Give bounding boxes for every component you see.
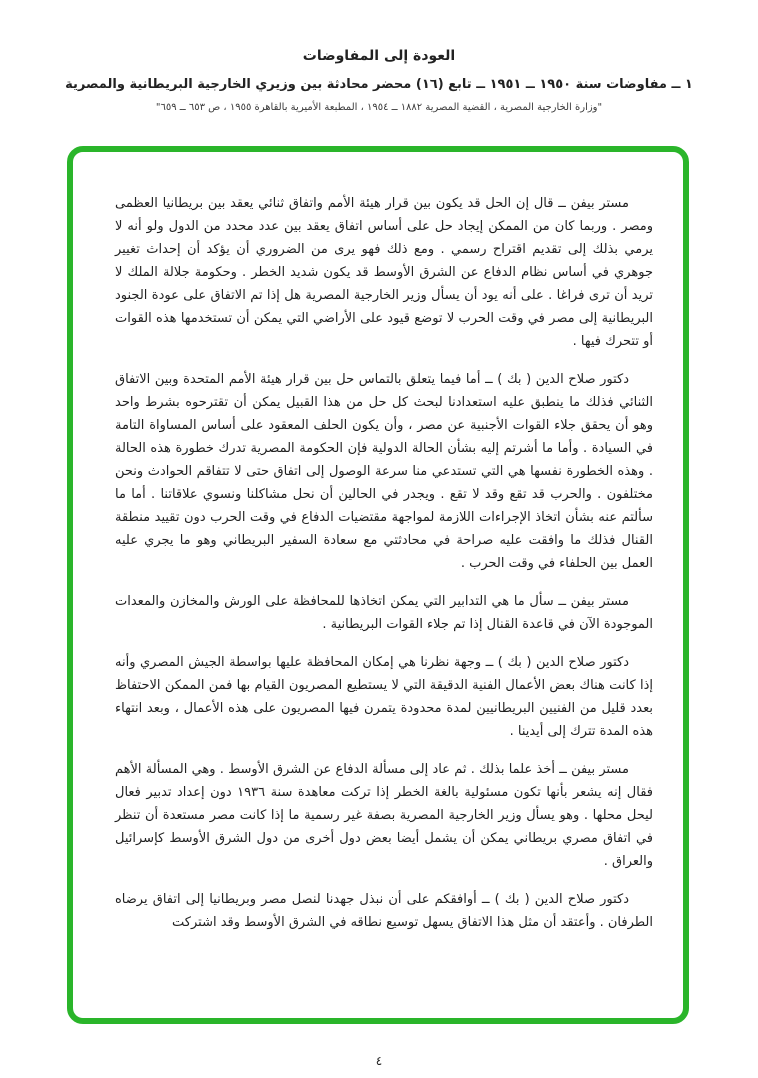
paragraph-salaheldin-3 — [115, 888, 653, 934]
speaker-name: مستر بيفن ــ — [559, 762, 629, 777]
paragraph-bevin-1 — [115, 192, 653, 353]
page-number: ٤ — [375, 1054, 383, 1068]
paragraph-salaheldin-2 — [115, 651, 653, 743]
content-frame — [67, 146, 689, 1024]
source-citation: "وزارة الخارجية المصرية ، القضية المصرية ١٨٨٢ ــ ١٩٥٤ ، المطبعة الأميرية بالقاهرة ١٩٥٥ ، ص ٦٥٣ ــ ٦٥٩" — [155, 102, 603, 113]
paragraph-bevin-3 — [115, 758, 653, 873]
speaker-name: دكتور صلاح الدين ( بك ) ــ — [485, 372, 629, 387]
document-header — [0, 0, 758, 113]
page-title: العودة إلى المفاوضات — [302, 48, 456, 64]
paragraph-salaheldin-1 — [115, 368, 653, 575]
speaker-name: مستر بيفن ــ — [558, 594, 629, 609]
speaker-name: مستر بيفن ــ — [558, 196, 629, 211]
paragraph-text: أوافقكم على أن نبذل جهدنا لنصل مصر وبريطانيا إلى اتفاق يرضاه الطرفان . وأعتقد أن مثل هذا الاتفاق يسهل توسيع نطاقه في الشرق الأوسط وقد اشتركت — [115, 892, 653, 930]
paragraph-bevin-2 — [115, 590, 653, 636]
speaker-name: دكتور صلاح الدين ( بك ) ــ — [485, 655, 629, 670]
document-body — [73, 152, 683, 934]
paragraph-text: سأل ما هي التدابير التي يمكن اتخاذها للمحافظة على الورش والمخازن والمعدات الموجودة الآن في قاعدة القنال إذا تم جلاء القوات البريطانية . — [115, 594, 653, 632]
paragraph-text: أما فيما يتعلق بالتماس حل بين قرار هيئة الأمم المتحدة وبين الاتفاق الثنائي فذلك ما ينطبق عليه استعدادنا لبحث كل حل من هذا القبيل يمكن أن تقترحوه بشرط واحد وهو أن يحقق جلاء القوات الأجنبية عن مصر ، وأن يكون الحلف المعقود على أساس المساواة التامة في السيادة . وأما ما أشرتم إليه بشأن الحالة الدولية فإن الحكومة المصرية تدرك خطورة هذه الحالة . وهذه الخطورة نفسها هي التي تستدعي منا سرعة الوصول إلى اتفاق حتى لا تتفاقم الحوادث ونحن مختلفون . والحرب قد تقع وقد لا تقع . ويجدر في الحالين أن نحل مشاكلنا ونسوي علاقاتنا . أما ما سألتم عنه بشأن اتخاذ الإجراءات اللازمة لمواجهة مقتضيات الدفاع في وقت الحرب دون تقييد منطقة القنال فذلك ما وافقت عليه صراحة في محادثتي مع سعادة السفير البريطاني وهو ما يجري عليه العمل بين الحلفاء في وقت الحرب . — [115, 372, 653, 571]
paragraph-text: وجهة نظرنا هي إمكان المحافظة عليها بواسطة الجيش المصري وأنه إذا كانت هناك بعض الأعمال الفنية الدقيقة التي لا يستطيع المصريون القيام بها فمن الممكن الاحتفاظ بعدد قليل من الفنيين البريطانيين لمدة محدودة يتمرن فيها المصريون على هذه الأعمال ، وبعد انتهاء هذه المدة تترك إلى أيدينا . — [115, 655, 653, 739]
paragraph-text: قال إن الحل قد يكون بين قرار هيئة الأمم واتفاق ثنائي يعقد بين بريطانيا العظمى ومصر . وربما كان من الممكن إيجاد حل على أساس اتفاق يعقد بين عدد محدد من الدول ولو أنه لا يرمي بذلك إلى تقديم اقتراح رسمي . ومع ذلك فهو يرى من الضروري أن يؤكد أن إحداث تغيير جوهري في أساس نظام الدفاع عن الشرق الأوسط قد يكون شديد الخطر . وحكومة جلالة الملك لا تريد أن ترى فراغا . على أنه يود أن يسأل وزير الخارجية المصرية هل إذا تم الاتفاق على عودة الجنود البريطانية إلى مصر في وقت الحرب لا توضع قيود على الأراضي التي يمكن أن تستخدمها هذه القوات أو تتحرك فيها . — [115, 196, 653, 349]
document-subtitle: ١ ــ مفاوضات سنة ١٩٥٠ ــ ١٩٥١ ــ تابع (١٦) محضر محادثة بين وزيري الخارجية البريطانية والمصرية — [65, 77, 693, 92]
speaker-name: دكتور صلاح الدين ( بك ) ــ — [481, 892, 630, 907]
paragraph-text: أخذ علما بذلك . ثم عاد إلى مسألة الدفاع عن الشرق الأوسط . وهي المسألة الأهم فقال إنه يشعر بأنها تكون مسئولية بالغة الخطر إذا تركت معاهدة سنة ١٩٣٦ دون إعداد تدبير فعال ليحل محلها . وهو يسأل وزير الخارجية المصرية بصفة غير رسمية ما إذا كانت مصر مستعدة أن تنظر في اتفاق مصري بريطاني يمكن أن يشمل أيضا بعض دول أخرى من دول الشرق الأوسط كإسرائيل والعراق . — [115, 762, 653, 869]
